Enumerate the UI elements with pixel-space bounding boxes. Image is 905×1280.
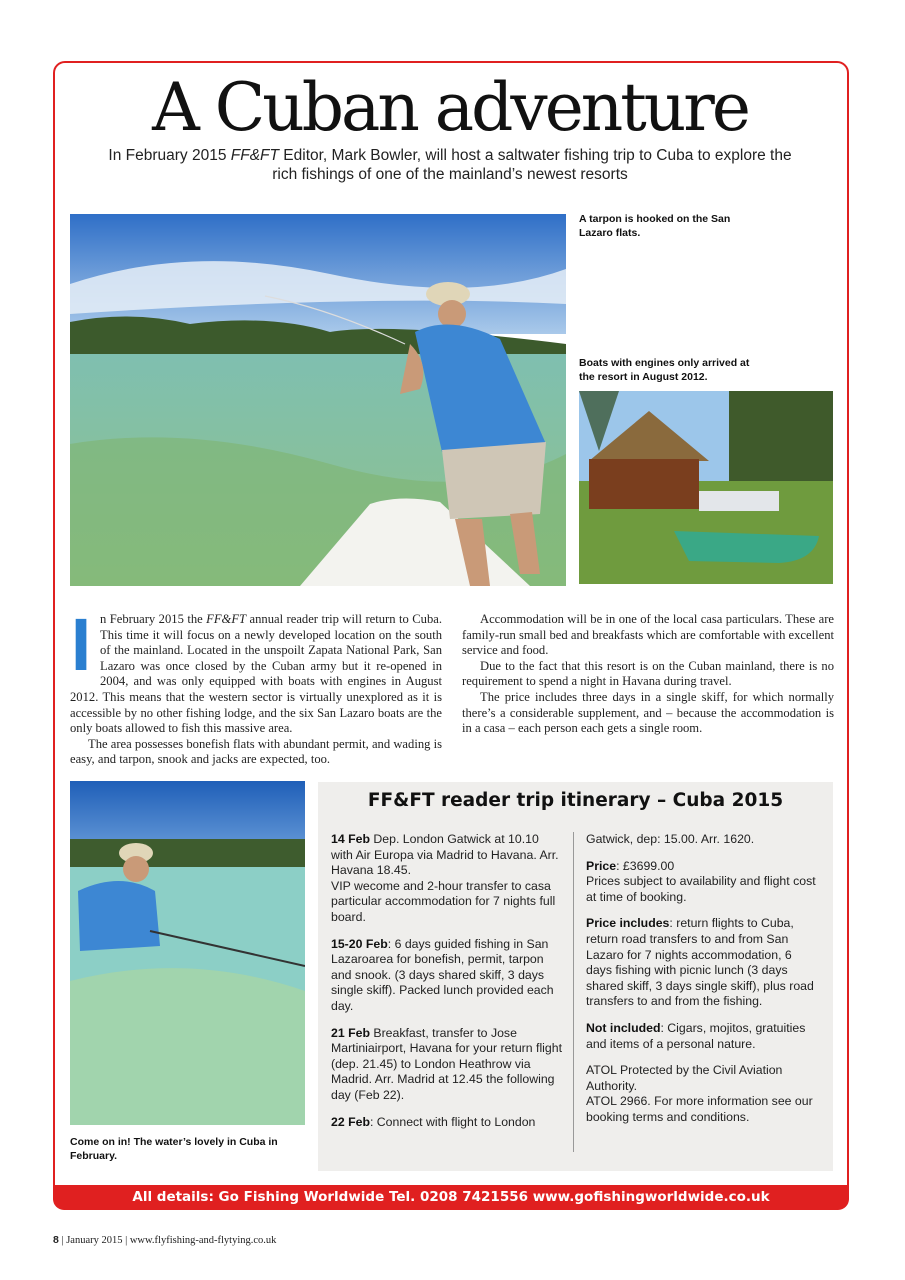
body-column-right: [462, 612, 834, 737]
price-value: : £3699.00: [616, 858, 675, 873]
includes-text: : return flights to Cuba, return road transfers to and from San Lazaro for 7 nights accommodation, 6 days fishing with picnic lunch (3 days shared skiff, 3 days single skiff), plus road transfers to and from the fishing.: [586, 916, 814, 1009]
itinerary-box: [318, 782, 833, 1171]
caption-boats: Boats with engines only arrived at the resort in August 2012.: [579, 357, 750, 383]
itinerary-day-15-20: [331, 937, 563, 1015]
itinerary-day-22: [331, 1115, 563, 1131]
price-note: Prices subject to availability and flight cost at time of booking.: [586, 874, 816, 904]
itinerary-day-22-continued: Gatwick, dep: 15.00. Arr. 1620.: [586, 832, 755, 846]
includes-label: Price includes: [586, 916, 670, 931]
footer-website: www.flyfishing-and-flytying.co.uk: [129, 1235, 277, 1246]
day-label: 14 Feb: [331, 832, 370, 846]
body-paragraph-1-end: annual reader trip will return to Cuba. This time it will focus on a newly developed location on the south of the mainland. Located in the unspoilt Zapata National Park, San Lazaro was once closed by the Cuban army but it re-opened in 2004, and was only equipped with boats with engines in August 2012. This means that the western sector is virtually unexplored as it is accessible by no other fishing lodge, and the six San Lazaro boats are the only boats allowed to fish this massive area.: [70, 612, 442, 736]
contact-banner: All details: Go Fishing Worldwide Tel. 0208 7421556 www.gofishingworldwide.co.uk: [53, 1185, 849, 1210]
day-label: 22 Feb: [331, 1114, 370, 1129]
itinerary-atol: [586, 1063, 818, 1125]
excluded-text: : Cigars, mojitos, gratuities and items of a personal nature.: [586, 1020, 806, 1051]
day-text-2: VIP wecome and 2-hour transfer to casa particular accommodation for 7 nights full board.: [331, 878, 556, 924]
standfirst-magazine: FF&FT: [230, 147, 279, 164]
excluded-label: Not included: [586, 1020, 661, 1035]
drop-cap: I: [70, 603, 92, 686]
wading-photo: [70, 781, 305, 1125]
caption-wading: Come on in! The water’s lovely in Cuba in February.: [70, 1136, 278, 1162]
itinerary-column-left: [331, 832, 563, 1141]
itinerary-not-included: [586, 1021, 818, 1052]
itinerary-column-right: [586, 832, 818, 1126]
itinerary-divider: [573, 832, 574, 1152]
day-label: 15-20 Feb: [331, 936, 388, 951]
day-text: Breakfast, transfer to Jose Martiniairport, Havana for your return flight (dep. 21.45) to London Heathrow via Madrid. Arr. Madrid at 12.45 the following day (Feb 22).: [331, 1025, 563, 1102]
article-title: A Cuban adventure: [152, 69, 748, 146]
itinerary-includes: [586, 916, 818, 1010]
itinerary-day-14: [331, 832, 563, 926]
standfirst: [100, 146, 800, 184]
page-number: 8: [53, 1234, 59, 1246]
lodge-photo: [579, 391, 833, 584]
day-text: Dep. London Gatwick at 10.10 with Air Europa via Madrid to Havana. Arr. Havana 18.45.: [331, 832, 559, 878]
day-label: 21 Feb: [331, 1025, 370, 1040]
caption-tarpon: A tarpon is hooked on the San Lazaro flats.: [579, 213, 731, 239]
footer-separator: |: [125, 1235, 128, 1246]
itinerary-price: [586, 859, 818, 906]
body-column-left: [70, 603, 442, 768]
body-paragraph-4: Due to the fact that this resort is on the Cuban mainland, there is no requirement to spend a night in Havana during travel.: [462, 658, 834, 689]
body-paragraph-5: The price includes three days in a single skiff, for which normally there’s a considerable supplement, and – because the accommodation is in a casa – each person each gets a single room.: [462, 689, 834, 736]
body-paragraph-1: n February 2015 the: [100, 612, 207, 626]
body-paragraph-2: The area possesses bonefish flats with abundant permit, and wading is easy, and tarpon, snook and jacks are expected, too.: [70, 736, 442, 767]
standfirst-text: In February 2015: [108, 147, 231, 164]
standfirst-text-end: Editor, Mark Bowler, will host a saltwater fishing trip to Cuba to explore the rich fishings of one of the mainland’s newest resorts: [272, 147, 792, 183]
tarpon-photo: [70, 214, 566, 586]
body-paragraph-3: Accommodation will be in one of the local casa particulars. These are family-run small bed and breakfasts which are comfortable with excellent service and food.: [462, 612, 834, 658]
atol-line-2: ATOL 2966. For more information see our booking terms and conditions.: [586, 1094, 813, 1124]
itinerary-day-21: [331, 1026, 563, 1104]
day-text: : Connect with flight to London: [369, 1114, 536, 1129]
day-text: : 6 days guided fishing in San Lazaroarea for bonefish, permit, tarpon and snook. (3 days shared skiff, 3 days single skiff). Packed lunch provided each day.: [331, 936, 554, 1013]
body-magazine-name: FF&FT: [206, 612, 247, 626]
price-label: Price: [586, 858, 617, 873]
footer-separator: |: [61, 1235, 64, 1246]
itinerary-title: FF&FT reader trip itinerary – Cuba 2015: [367, 790, 784, 811]
atol-line-1: ATOL Protected by the Civil Aviation Authority.: [586, 1063, 783, 1093]
footer-issue: January 2015: [66, 1235, 123, 1246]
page-footer: [53, 1234, 276, 1246]
